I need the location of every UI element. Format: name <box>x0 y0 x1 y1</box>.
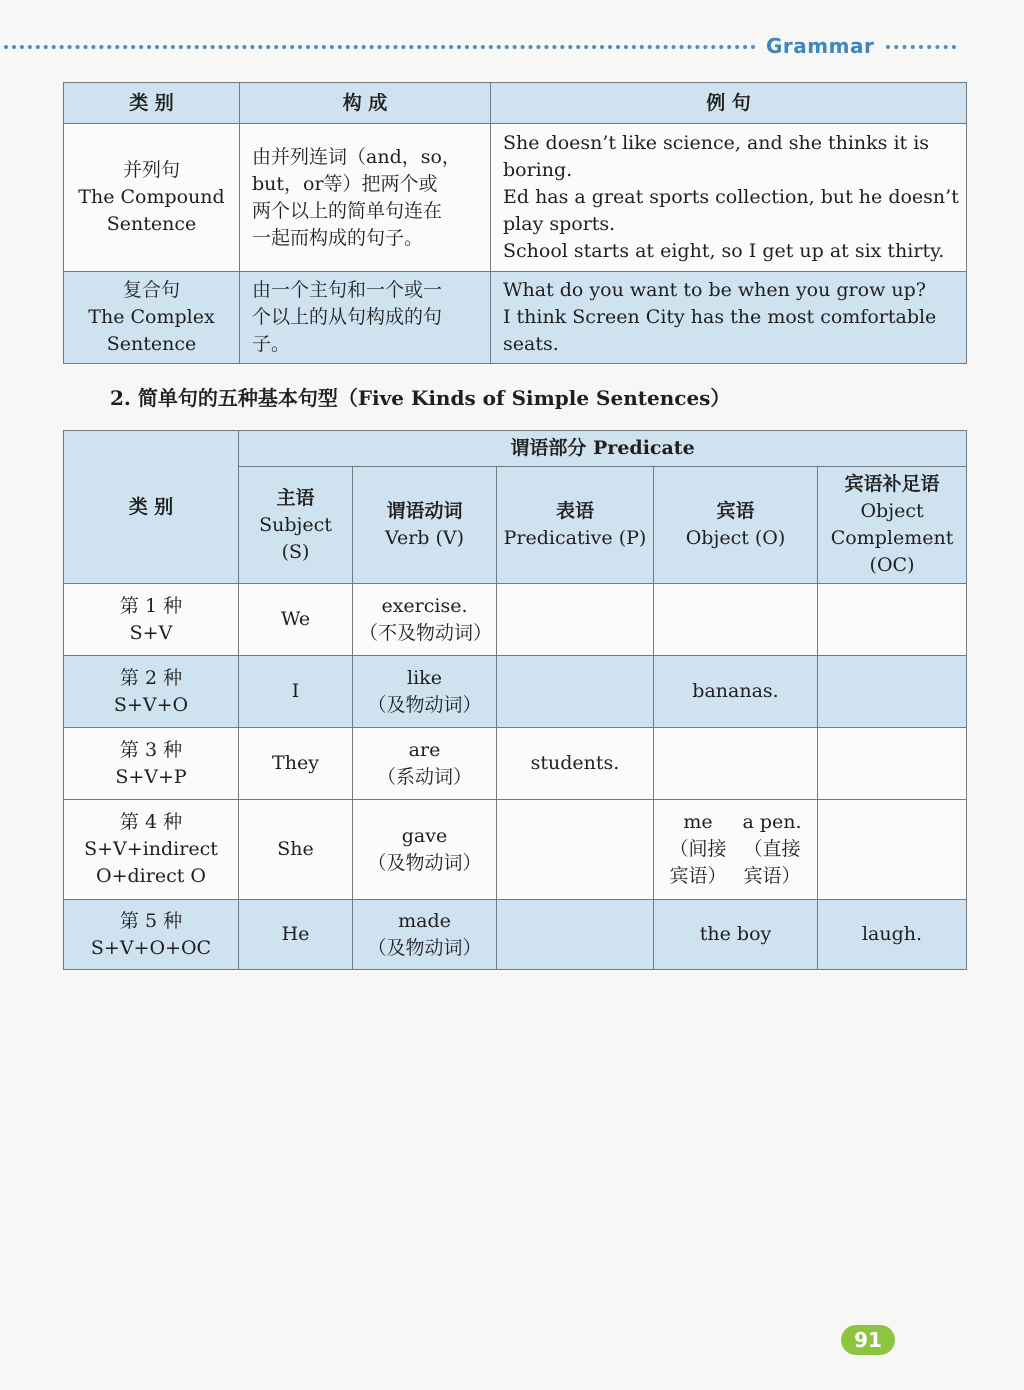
pattern-number: 第 3 种 <box>119 738 183 761</box>
cell-complement <box>818 728 967 800</box>
verb-word: exercise. <box>381 594 468 617</box>
verb-word: made <box>398 909 451 932</box>
pattern-formula: S+V+indirect <box>84 838 218 860</box>
col-header-predicative <box>497 467 654 584</box>
dotted-rule <box>886 45 956 49</box>
pattern-number: 第 2 种 <box>119 666 183 689</box>
col-header-examples: 例 句 <box>491 83 967 124</box>
col-header-subject <box>239 467 353 584</box>
verb-word: are <box>408 738 441 761</box>
section-title: 2. 简单句的五种基本句型（Five Kinds of Simple Sentences） <box>110 386 731 410</box>
construction-line: 由一个主句和一个或一 <box>252 279 443 301</box>
table-row <box>64 124 967 272</box>
row-category <box>64 124 240 272</box>
cell-predicative <box>497 900 654 970</box>
construction-line: 个以上的从句构成的句 <box>252 306 443 328</box>
verb-type: （及物动词） <box>367 936 482 959</box>
cell-predicative <box>497 800 654 900</box>
row-construction <box>240 272 491 364</box>
example-line: Ed has a great sports collection, but he doesn’t <box>503 186 959 208</box>
cell-object <box>654 584 818 656</box>
category-en: The Compound <box>78 186 225 208</box>
col-header-complement <box>818 467 967 584</box>
table-row <box>64 800 967 900</box>
table-row <box>64 272 967 364</box>
header-en: Object (O) <box>685 527 786 549</box>
example-line: She doesn’t like science, and she thinks it is <box>503 132 930 154</box>
col-header-predicate: 谓语部分 Predicate <box>239 431 967 467</box>
cell-object: bananas. <box>654 656 818 728</box>
pattern-category <box>64 728 239 800</box>
verb-word: gave <box>401 824 448 847</box>
pattern-formula: S+V+P <box>115 765 187 788</box>
sentence-types-table <box>63 82 967 364</box>
verb-type: （及物动词） <box>367 851 482 874</box>
cell-complement <box>818 800 967 900</box>
dotted-rule <box>4 45 756 49</box>
category-en: The Complex <box>88 306 215 328</box>
row-examples <box>491 272 967 364</box>
header-en: Complement <box>830 527 954 549</box>
cell-predicative <box>497 584 654 656</box>
cell-object: the boy <box>654 900 818 970</box>
cell-object <box>654 728 818 800</box>
cell-subject: I <box>239 656 353 728</box>
header-zh: 宾语 <box>716 500 755 522</box>
indirect-object <box>669 809 726 890</box>
category-zh: 复合句 <box>122 279 180 301</box>
pattern-category <box>64 800 239 900</box>
row-category <box>64 272 240 364</box>
cell-complement <box>818 584 967 656</box>
example-line: I think Screen City has the most comfortable <box>503 306 937 328</box>
pattern-number: 第 5 种 <box>119 909 183 932</box>
object-note: 宾语） <box>669 865 727 887</box>
pattern-formula: O+direct O <box>96 865 206 887</box>
cell-predicative <box>497 656 654 728</box>
row-examples <box>491 124 967 272</box>
object-word: me <box>683 811 713 833</box>
cell-subject: He <box>239 900 353 970</box>
verb-type: （系动词） <box>376 765 472 788</box>
page-number-badge: 91 <box>841 1325 895 1355</box>
direct-object <box>742 809 801 890</box>
col-header-construction: 构 成 <box>240 83 491 124</box>
header-en: Object <box>860 500 924 522</box>
cell-subject: We <box>239 584 353 656</box>
example-line: School starts at eight, so I get up at six thirty. <box>503 240 945 262</box>
category-en: Sentence <box>106 213 197 235</box>
pattern-category <box>64 656 239 728</box>
simple-sentence-patterns-table <box>63 430 967 970</box>
construction-line: 一起而构成的句子。 <box>252 226 424 249</box>
object-note: （间接 <box>669 838 727 860</box>
construction-line: but，or等）把两个或 <box>252 172 438 195</box>
construction-line: 子。 <box>252 333 291 355</box>
object-word: a pen. <box>742 811 802 833</box>
example-line: play sports. <box>503 213 616 235</box>
header-en: Verb (V) <box>384 527 465 549</box>
cell-verb <box>353 900 497 970</box>
table-row <box>64 656 967 728</box>
cell-object <box>654 800 818 900</box>
pattern-formula: S+V <box>129 621 173 644</box>
col-header-verb <box>353 467 497 584</box>
header-title: Grammar <box>766 34 875 58</box>
cell-verb <box>353 584 497 656</box>
header-zh: 宾语补足语 <box>844 473 940 495</box>
cell-predicative: students. <box>497 728 654 800</box>
pattern-formula: S+V+O <box>113 693 189 716</box>
header-en: Predicative (P) <box>503 527 647 549</box>
example-line: seats. <box>503 333 559 355</box>
verb-type: （不及物动词） <box>359 621 493 644</box>
cell-verb <box>353 728 497 800</box>
table-row <box>64 728 967 800</box>
pattern-number: 第 1 种 <box>119 594 183 617</box>
category-zh: 并列句 <box>122 159 180 181</box>
verb-word: like <box>407 666 442 689</box>
table-row <box>64 900 967 970</box>
cell-subject: They <box>239 728 353 800</box>
cell-subject: She <box>239 800 353 900</box>
header-zh: 谓语动词 <box>386 500 463 522</box>
pattern-category <box>64 900 239 970</box>
cell-complement <box>818 656 967 728</box>
pattern-category <box>64 584 239 656</box>
cell-verb <box>353 656 497 728</box>
category-en: Sentence <box>106 333 197 355</box>
table-header-row <box>64 431 967 467</box>
construction-line: 两个以上的简单句连在 <box>252 199 443 222</box>
pattern-number: 第 4 种 <box>119 811 183 833</box>
col-header-object <box>654 467 818 584</box>
col-header-category: 类 别 <box>64 431 239 584</box>
object-note: 宾语） <box>743 865 801 887</box>
object-pair <box>660 809 811 890</box>
cell-complement: laugh. <box>818 900 967 970</box>
table-header-row <box>64 83 967 124</box>
header-en: (OC) <box>869 554 915 576</box>
header-zh: 主语 <box>276 486 315 509</box>
example-line: boring. <box>503 159 573 181</box>
verb-type: （及物动词） <box>367 693 482 716</box>
col-header-category: 类 别 <box>64 83 240 124</box>
pattern-formula: S+V+O+OC <box>90 936 212 959</box>
example-line: What do you want to be when you grow up? <box>503 279 926 301</box>
header-en: Subject (S) <box>259 513 332 563</box>
object-note: （直接 <box>743 838 801 860</box>
row-construction <box>240 124 491 272</box>
table-row <box>64 584 967 656</box>
construction-line: 由并列连词（and，so， <box>252 145 461 168</box>
header-zh: 表语 <box>555 500 594 522</box>
page-header <box>0 34 960 58</box>
cell-verb <box>353 800 497 900</box>
